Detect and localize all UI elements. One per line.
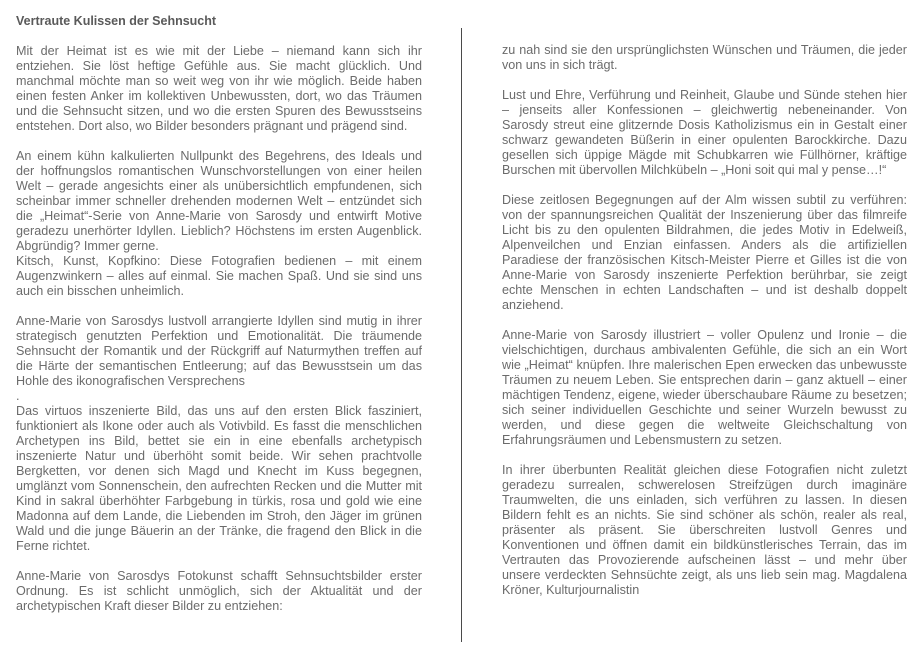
paragraph: Kitsch, Kunst, Kopfkino: Diese Fotografien bedienen – mit einem Augenzwinkern – alles auf einmal. Sie machen Spaß. Und sie sind uns auch ein bisschen unheimlich. — [16, 254, 422, 298]
article-title: Vertraute Kulissen der Sehnsucht — [16, 14, 217, 28]
right-text-column — [502, 43, 907, 598]
paragraph: An einem kühn kalkulierten Nullpunkt des Begehrens, des Ideals und der hoffnungslos romantischen Wunschvorstellungen von einer heilen Welt – gerade angesichts einer als unübersichtlich empfundenen, sich scheinbar immer schneller drehenden modernen Welt – entzündet sich die „Heimat“-Serie von Anne-Marie von Sarosdy und entwirft Motive geradezu unerhörter Idyllen. Lieblich? Höchstens im ersten Augenblick. Abgründig? Immer gerne. — [16, 149, 422, 253]
paragraph: In ihrer überbunten Realität gleichen diese Fotografien nicht zuletzt geradezu surrealen, schwerelosen Streifzügen durch imaginäre Traumwelten, die uns einladen, sich verführen zu lassen. In diesen Bildern fehlt es an nichts. Sie sind schöner als schön, realer als real, präsenter als präsent. Sie überschreiten lustvoll Genres und Konventionen und öffnen damit ein bildkünstlerisches Terrain, das im Vertrauten das Provozierende aufscheinen lässt – und mehr über unsere verdeckten Sehnsüchte zeigt, als uns lieb sein mag. Magdalena Kröner, Kulturjournalistin — [502, 463, 907, 597]
left-text-column — [16, 44, 422, 614]
paragraph: Anne-Marie von Sarosdys Fotokunst schafft Sehnsuchtsbilder erster Ordnung. Es ist schlicht unmöglich, sich der Aktualität und der archetypischen Kraft dieser Bilder zu entziehen: — [16, 569, 422, 613]
paragraph: zu nah sind sie den ursprünglichsten Wünschen und Träumen, die jeder von uns in sich trägt. — [502, 43, 907, 72]
paragraph: Das virtuos inszenierte Bild, das uns auf den ersten Blick fasziniert, funktioniert als Ikone oder auch als Votivbild. Es fasst die menschlichen Archetypen ins Bild, bettet sie ein in eine ebenfalls archetypisch inszenierte Natur und überhöht somit beide. Wir sehen prachtvolle Bergketten, vor denen sich Magd und Knecht im Kuss begegnen, umglänzt vom Sonnenschein, den aufrechten Recken und die Mutter mit Kind in sakral überhöhter Farbgebung in türkis, rosa und gold wie eine Madonna auf dem Lande, die Liebenden im Stroh, den Jäger im grünen Wald und die junge Bäuerin an der Tränke, die fragend den Blick in die Ferne richtet. — [16, 404, 422, 553]
column-divider — [461, 28, 462, 642]
paragraph: Anne-Marie von Sarosdy illustriert – voller Opulenz und Ironie – die vielschichtigen, durchaus ambivalenten Gefühle, die sich an ein Wort wie „Heimat“ knüpfen. Ihre malerischen Epen erwecken das unbewusste Träumen zu neuem Leben. Sie entsprechen darin – ganz aktuell – einer mächtigen Tendenz, eigene, wieder überschaubare Räume zu besetzen; sich seiner individuellen Geschichte und seiner Wurzeln bewusst zu werden, und diese gegen die weltweite Gleichschaltung von Erfahrungsräumen und Lebensmustern zu setzen. — [502, 328, 907, 447]
paragraph: Anne-Marie von Sarosdys lustvoll arrangierte Idyllen sind mutig in ihrer strategisch genutzten Perfektion und Emotionalität. Die träumende Sehnsucht der Romantik und der Rückgriff auf Naturmythen treffen auf die Härte der semantischen Entleerung; auf das Bewusstsein um das Hohle des ikonografischen Versprechens — [16, 314, 422, 388]
paragraph: . — [16, 389, 20, 403]
paragraph: Lust und Ehre, Verführung und Reinheit, Glaube und Sünde stehen hier – jenseits aller Konfessionen – gleichwertig nebeneinander. Von Sarosdy streut eine glitzernde Dosis Katholizismus ein in Gestalt einer schwarz gewandeten Büßerin in einer opulenten Barockkirche. Dazu gesellen sich üppige Mägde mit Schubkarren wie Füllhörner, kräftige Burschen mit übervollen Milchkübeln – „Honi soit qui mal y pense…!“ — [502, 88, 907, 177]
paragraph: Diese zeitlosen Begegnungen auf der Alm wissen subtil zu verführen: von der spannungsreichen Qualität der Inszenierung über das filmreife Licht bis zu den opulenten Bildrahmen, die jedes Motiv in Edelweiß, Alpenveilchen und Enzian einfassen. Anders als die artifiziellen Paradiese der französischen Kitsch-Meister Pierre et Gilles ist die von Anne-Marie von Sarosdy inszenierte Perfektion berührbar, sie zeigt echte Menschen in echten Landschaften – und ist deshalb doppelt anziehend. — [502, 193, 907, 312]
paragraph: Mit der Heimat ist es wie mit der Liebe – niemand kann sich ihr entziehen. Sie löst heftige Gefühle aus. Sie macht glücklich. Und manchmal möchte man so weit weg von ihr wie möglich. Beide haben einen festen Anker im kollektiven Unbewussten, dort, wo das Träumen und die Sehnsucht sitzen, und wo die ersten Spuren des Bewusstseins entstehen. Dort also, wo Bilder besonders prägnant und prägend sind. — [16, 44, 422, 133]
